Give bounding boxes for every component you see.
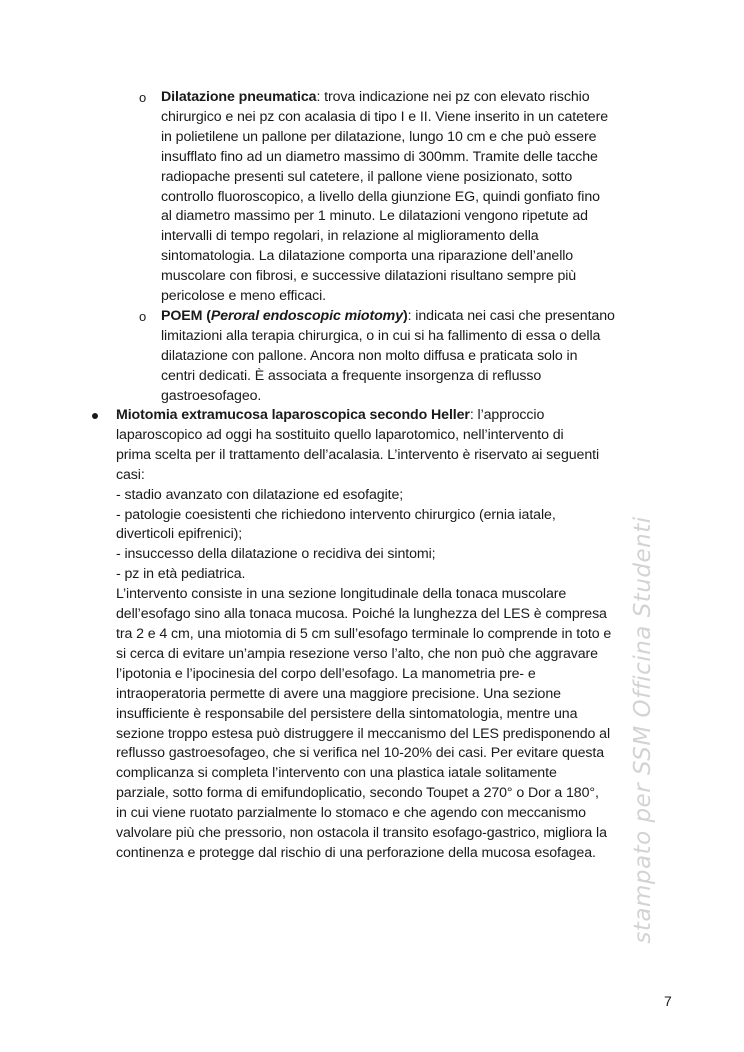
line: - insuccesso della dilatazione o recidiva dei sintomi; xyxy=(116,546,436,563)
line: continenza e protegge dal rischio di una perforazione della mucosa esofagea. xyxy=(116,844,596,861)
page-number: 7 xyxy=(664,993,672,1009)
bullet-icon xyxy=(92,413,98,419)
line: POEM (Peroral endoscopic miotomy): indicata nei casi che presentano xyxy=(161,308,615,324)
line: insufflato fino ad un diametro massimo di 300mm. Tramite delle tacche xyxy=(161,148,598,165)
sub-item-dilatazione-pneumatica xyxy=(139,88,671,307)
line: reflusso gastroesofageo, che si verifica nel 10-20% dei casi. Per evitare questa xyxy=(116,745,605,762)
line: dilatazione con pallone. Ancora non molto diffusa e praticata solo in xyxy=(161,347,578,364)
line: pericolose e meno efficaci. xyxy=(161,288,327,305)
line: radiopache presenti sul catetere, il pallone viene posizionato, sotto xyxy=(161,168,573,185)
line: si cerca di evitare un’ampia resezione verso l’alto, che non può che aggravare xyxy=(116,645,598,662)
line: gastroesofageo. xyxy=(161,387,262,404)
line: in cui viene ruotato parzialmente lo stomaco e che agendo con meccanismo xyxy=(116,805,586,822)
line: limitazioni alla terapia chirurgica, o in cui si ha fallimento di essa o della xyxy=(161,327,601,344)
line: sezione troppo estesa può distruggere il meccanismo del LES predisponendo al xyxy=(116,725,610,742)
term-label: POEM (Peroral endoscopic miotomy) xyxy=(161,308,408,324)
line: casi: xyxy=(116,466,145,483)
list-marker: o xyxy=(139,309,147,324)
watermark-text: stampato per SSM Officina Studenti xyxy=(630,516,656,944)
line: intervalli di tempo regolari, in relazione al miglioramento della xyxy=(161,228,539,245)
line: tra 2 e 4 cm, una miotomia di 5 cm sull’esofago terminale lo comprende in toto e xyxy=(116,625,612,642)
line: al diametro massimo per 1 minuto. Le dilatazioni vengono ripetute ad xyxy=(161,208,588,225)
line: - stadio avanzato con dilatazione ed esofagite; xyxy=(116,486,404,503)
term-label: Dilatazione pneumatica xyxy=(161,89,317,105)
line: dell’esofago sino alla tonaca mucosa. Poiché la lunghezza del LES è compresa xyxy=(116,606,607,623)
line: controllo fluoroscopico, a livello della giunzione EG, quindi gonfiato fino xyxy=(161,188,600,205)
line: chirurgico e nei pz con acalasia di tipo I e II. Viene inserito in un catetere xyxy=(161,108,608,125)
line: insufficiente è responsabile del persistere della sintomatologia, mentre una xyxy=(116,705,578,722)
line: Miotomia extramucosa laparoscopica secondo Heller: l’approccio xyxy=(116,407,545,423)
line: diverticoli epifrenici); xyxy=(116,526,243,543)
line: L’intervento consiste in una sezione longitudinale della tonaca muscolare xyxy=(116,586,567,603)
line: sintomatologia. La dilatazione comporta una riparazione dell’anello xyxy=(161,248,574,265)
line: l’ipotonia e l’ipocinesia del corpo dell’esofago. La manometria pre- e xyxy=(116,665,536,682)
line: valvolare più che pressorio, non ostacola il transito esofago-gastrico, migliora la xyxy=(116,825,607,842)
line: laparoscopico ad oggi ha sostituito quello laparotomico, nell’intervento di xyxy=(116,426,564,443)
list-marker: o xyxy=(139,90,147,105)
main-item-heller xyxy=(116,406,682,864)
line: in polietilene un pallone per dilatazione, lungo 10 cm e che può essere xyxy=(161,128,597,145)
line: parziale, sotto forma di emifundoplicatio, secondo Toupet a 270° o Dor a 180°, xyxy=(116,785,599,802)
line: muscolare con fibrosi, e successive dilatazioni risultano sempre più xyxy=(161,268,577,285)
line: complicanza si completa l’intervento con una plastica iatale solitamente xyxy=(116,765,557,782)
line: Dilatazione pneumatica: trova indicazione nei pz con elevato rischio xyxy=(161,89,590,105)
sub-item-poem xyxy=(139,307,671,407)
term-label: Miotomia extramucosa laparoscopica secondo Heller xyxy=(116,407,470,423)
line: prima scelta per il trattamento dell’acalasia. L’intervento è riservato ai seguenti xyxy=(116,446,599,463)
line: - patologie coesistenti che richiedono intervento chirurgico (ernia iatale, xyxy=(116,506,556,523)
line: - pz in età pediatrica. xyxy=(116,566,246,583)
line: intraoperatoria permette di avere una maggiore precisione. Una sezione xyxy=(116,685,561,702)
line: centri dedicati. È associata a frequente insorgenza di reflusso xyxy=(161,367,542,384)
